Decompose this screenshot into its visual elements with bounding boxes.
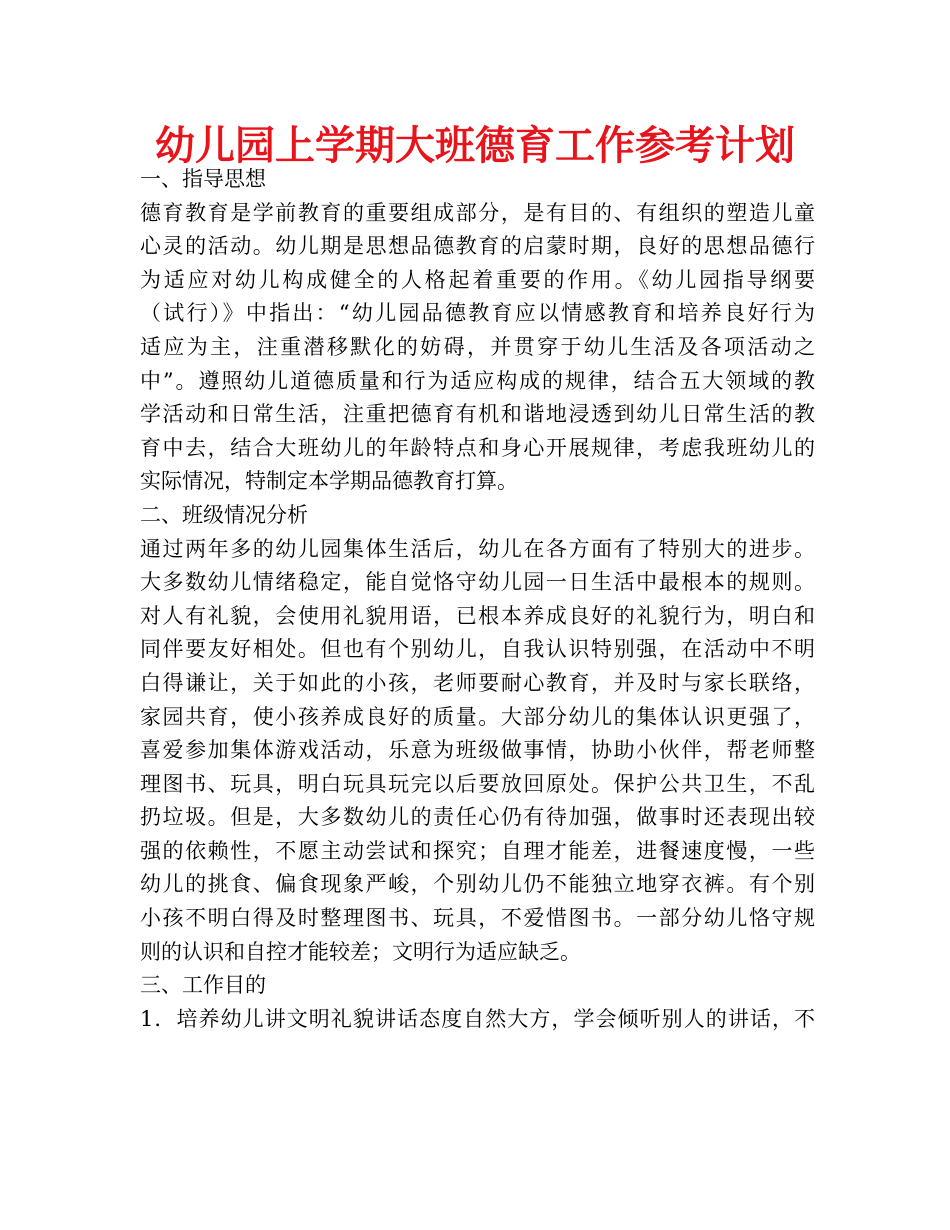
text-line: 对人有礼貌，会使用礼貌用语，已根本养成良好的礼貌行为，明白和: [140, 603, 815, 628]
text-line: 通过两年多的幼儿园集体生活后，幼儿在各方面有了特别大的进步。: [140, 536, 815, 561]
text-line: 育中去，结合大班幼儿的年龄特点和身心开展规律，考虑我班幼儿的: [140, 435, 815, 460]
text-line: 白得谦让，关于如此的小孩，老师要耐心教育，并及时与家长联络，: [140, 670, 815, 695]
text-line: 喜爱参加集体游戏活动，乐意为班级做事情，协助小伙伴，帮老师整: [140, 738, 815, 763]
text-line: 大多数幼儿情绪稳定，能自觉恪守幼儿园一日生活中最根本的规则。: [140, 570, 815, 595]
text-line: 1．培养幼儿讲文明礼貌讲话态度自然大方，学会倾听别人的讲话，不: [140, 1006, 815, 1031]
text-line: 适应为主，注重潜移默化的妨碍，并贯穿于幼儿生活及各项活动之: [140, 334, 815, 359]
text-line: 三、工作目的: [140, 973, 266, 998]
text-line: 小孩不明白得及时整理图书、玩具，不爱惜图书。一部分幼儿恪守规: [140, 906, 815, 931]
text-line: 则的认识和自控才能较差；文明行为适应缺乏。: [140, 939, 581, 964]
text-line: 中”。遵照幼儿道德质量和行为适应构成的规律，结合五大领域的教: [140, 368, 815, 393]
text-line: 实际情况，特制定本学期品德教育打算。: [140, 469, 518, 494]
text-line: 为适应对幼儿构成健全的人格起着重要的作用。《幼儿园指导纲要: [140, 267, 815, 292]
text-line: 二、班级情况分析: [140, 502, 308, 527]
text-line: 德育教育是学前教育的重要组成部分，是有目的、有组织的塑造儿童: [140, 200, 815, 225]
document-body: [140, 163, 815, 1036]
text-line: 学活动和日常生活，注重把德育有机和谐地浸透到幼儿日常生活的教: [140, 402, 815, 427]
text-line: 家园共育，使小孩养成良好的质量。大部分幼儿的集体认识更强了，: [140, 704, 815, 729]
document-title: 幼儿园上学期大班德育工作参考计划: [155, 123, 795, 169]
text-line: 同伴要友好相处。但也有个别幼儿，自我认识特别强，在活动中不明: [140, 637, 815, 662]
text-line: 一、指导思想: [140, 167, 266, 191]
text-line: 强的依赖性，不愿主动尝试和探究；自理才能差，进餐速度慢，一些: [140, 838, 815, 863]
text-line: 心灵的活动。幼儿期是思想品德教育的启蒙时期，良好的思想品德行: [140, 234, 815, 259]
text-line: 扔垃圾。但是，大多数幼儿的责任心仍有待加强，做事时还表现出较: [140, 805, 815, 830]
text-line: 理图书、玩具，明白玩具玩完以后要放回原处。保护公共卫生，不乱: [140, 771, 815, 796]
text-line: （试行）》中指出：“幼儿园品德教育应以情感教育和培养良好行为: [140, 301, 815, 326]
text-line: 幼儿的挑食、偏食现象严峻，个别幼儿仍不能独立地穿衣裤。有个别: [140, 872, 815, 897]
